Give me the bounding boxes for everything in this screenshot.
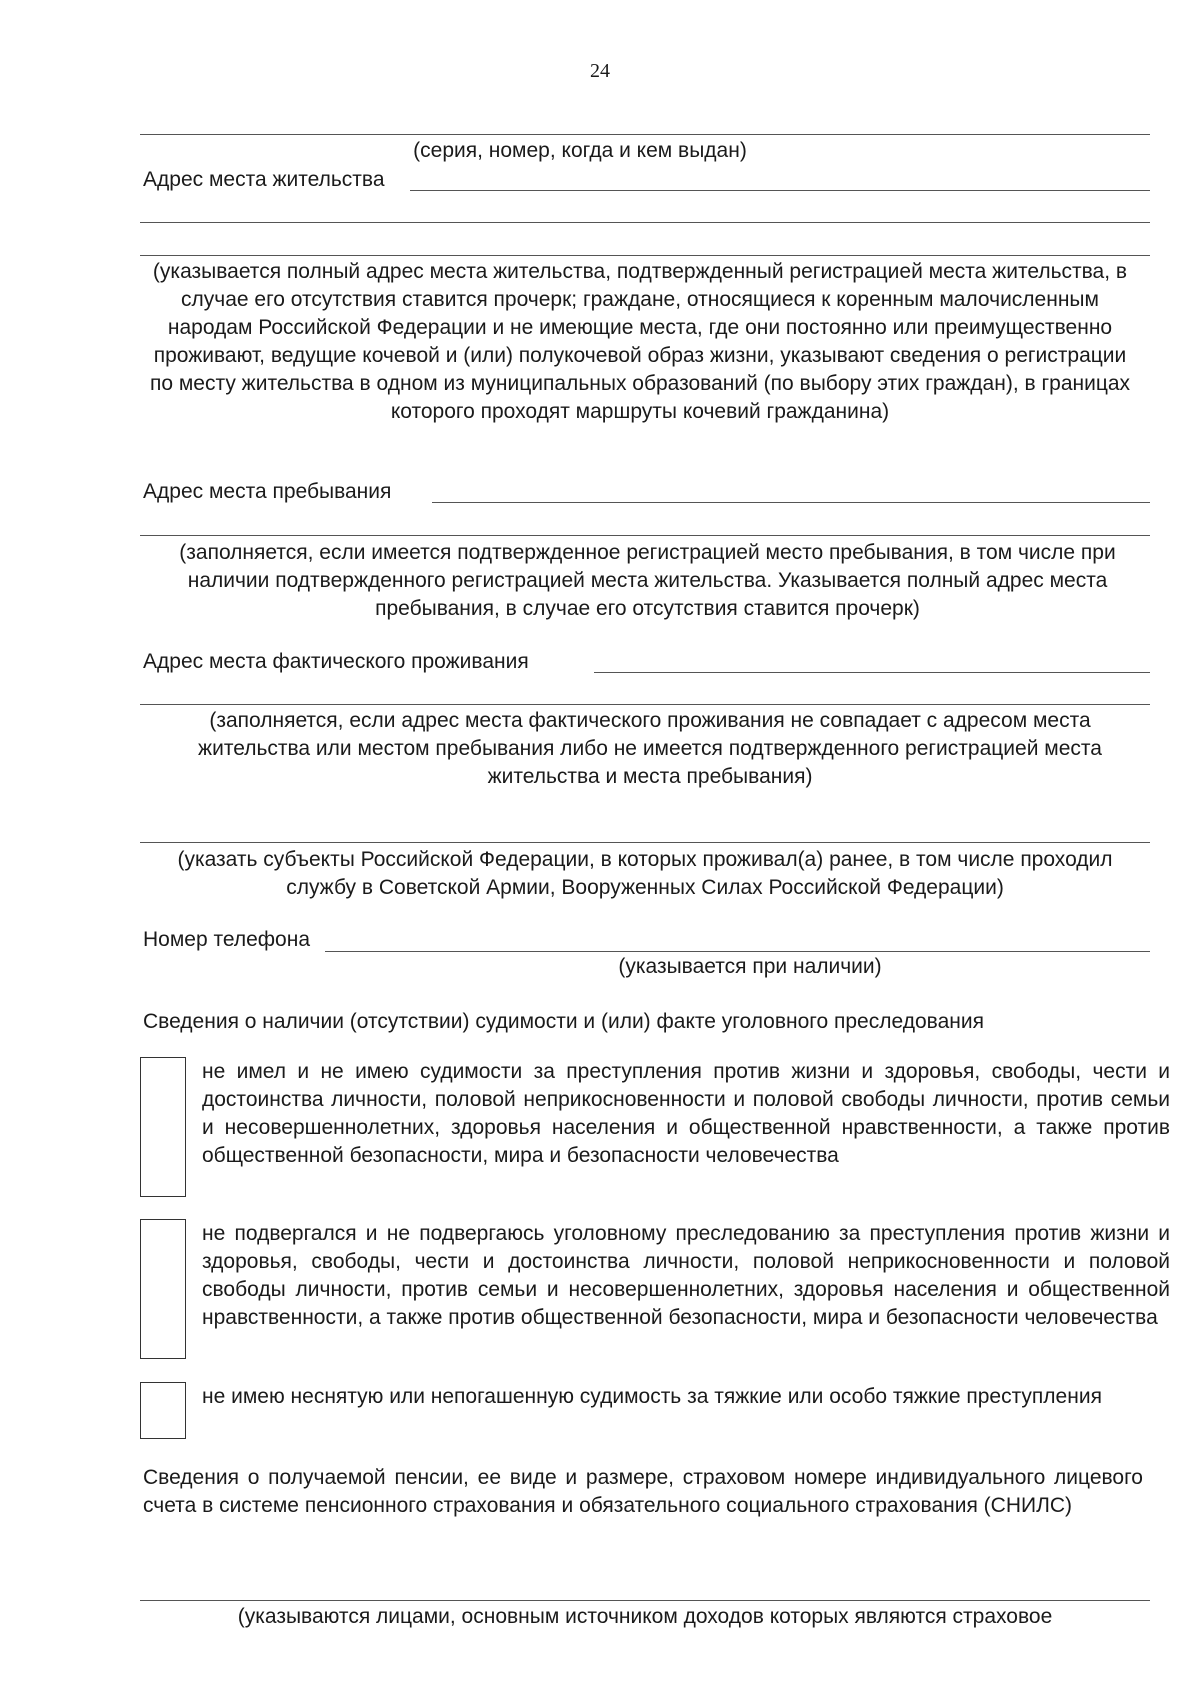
criminal-option-2-checkbox[interactable] [140, 1219, 186, 1359]
criminal-option-1-text: не имел и не имею судимости за преступления против жизни и здоровья, свободы, чести и достоинства личности, половой неприкосновенности и половой свободы личности, против семьи и несовершеннолетних, здоровья населения и общественной нравственности, а также против общественной безопасности, мира и безопасности человечества [202, 1060, 1170, 1167]
residence-label: Адрес места жительства [143, 168, 385, 191]
criminal-option-2-text: не подвергался и не подвергаюсь уголовному преследованию за преступления против жизни и здоровья, свободы, чести и достоинства личности, половой неприкосновенности и половой свободы личности, против семьи и несовершеннолетних, здоровья населения и общественной нравственности, а также против общественной безопасности, мира и безопасности человечества [202, 1222, 1170, 1329]
residence-field-line-2[interactable] [140, 222, 1150, 223]
actual-hint: (заполняется, если адрес места фактического проживания не совпадает с адресом места жительства или местом пребывания либо не имеется подтвержденного регистрацией места жительства и места пребывания) [198, 709, 1102, 788]
pension-text: Сведения о получаемой пенсии, ее виде и размере, страховом номере индивидуального лицевого счета в системе пенсионного страхования и обязательного социального страхования (СНИЛС) [143, 1466, 1143, 1517]
pension-field[interactable] [140, 1600, 1150, 1601]
criminal-option-1-checkbox[interactable] [140, 1057, 186, 1197]
criminal-option-3-checkbox[interactable] [140, 1382, 186, 1439]
regions-field[interactable] [140, 842, 1150, 843]
page-number: 24 [590, 60, 610, 82]
residence-field-line-3[interactable] [140, 255, 1150, 256]
phone-field[interactable] [325, 951, 1150, 952]
criminal-option-3-text: не имею неснятую или непогашенную судимость за тяжкие или особо тяжкие преступления [202, 1385, 1102, 1408]
residence-hint: (указывается полный адрес места жительства, подтвержденный регистрацией места жительства, в случае его отсутствия ставится прочерк; граждане, относящиеся к коренным малочисленным народам Российской Федерации и не имеющие места, где они постоянно или преимущественно проживают, ведущие кочевой и (или) полукочевой образ жизни, указывают сведения о регистрации по месту жительства в одном из муниципальных образований (по выбору этих граждан), в границах которого проходят маршруты кочевий гражданина) [149, 260, 1131, 423]
residence-field[interactable] [410, 190, 1150, 191]
actual-field[interactable] [594, 672, 1150, 673]
actual-field-line-2[interactable] [140, 704, 1150, 705]
criminal-heading: Сведения о наличии (отсутствии) судимости и (или) факте уголовного преследования [143, 1010, 984, 1033]
actual-label: Адрес места фактического проживания [143, 650, 529, 673]
stay-field[interactable] [432, 502, 1150, 503]
pension-hint: (указываются лицами, основным источником доходов которых являются страховое [237, 1605, 1053, 1628]
phone-hint: (указывается при наличии) [618, 955, 882, 978]
stay-field-line-2[interactable] [140, 535, 1150, 536]
regions-hint: (указать субъекты Российской Федерации, в которых проживал(а) ранее, в том числе проходил службу в Советской Армии, Вооруженных Силах Российской Федерации) [177, 848, 1113, 899]
stay-label: Адрес места пребывания [143, 480, 392, 503]
passport-line [140, 134, 1150, 135]
phone-label: Номер телефона [143, 928, 311, 951]
stay-hint: (заполняется, если имеется подтвержденное регистрацией место пребывания, в том числе при наличии подтвержденного регистрацией места жительства. Указывается полный адрес места пребывания, в случае его отсутствия ставится прочерк) [179, 541, 1116, 620]
passport-hint: (серия, номер, когда и кем выдан) [413, 139, 747, 162]
